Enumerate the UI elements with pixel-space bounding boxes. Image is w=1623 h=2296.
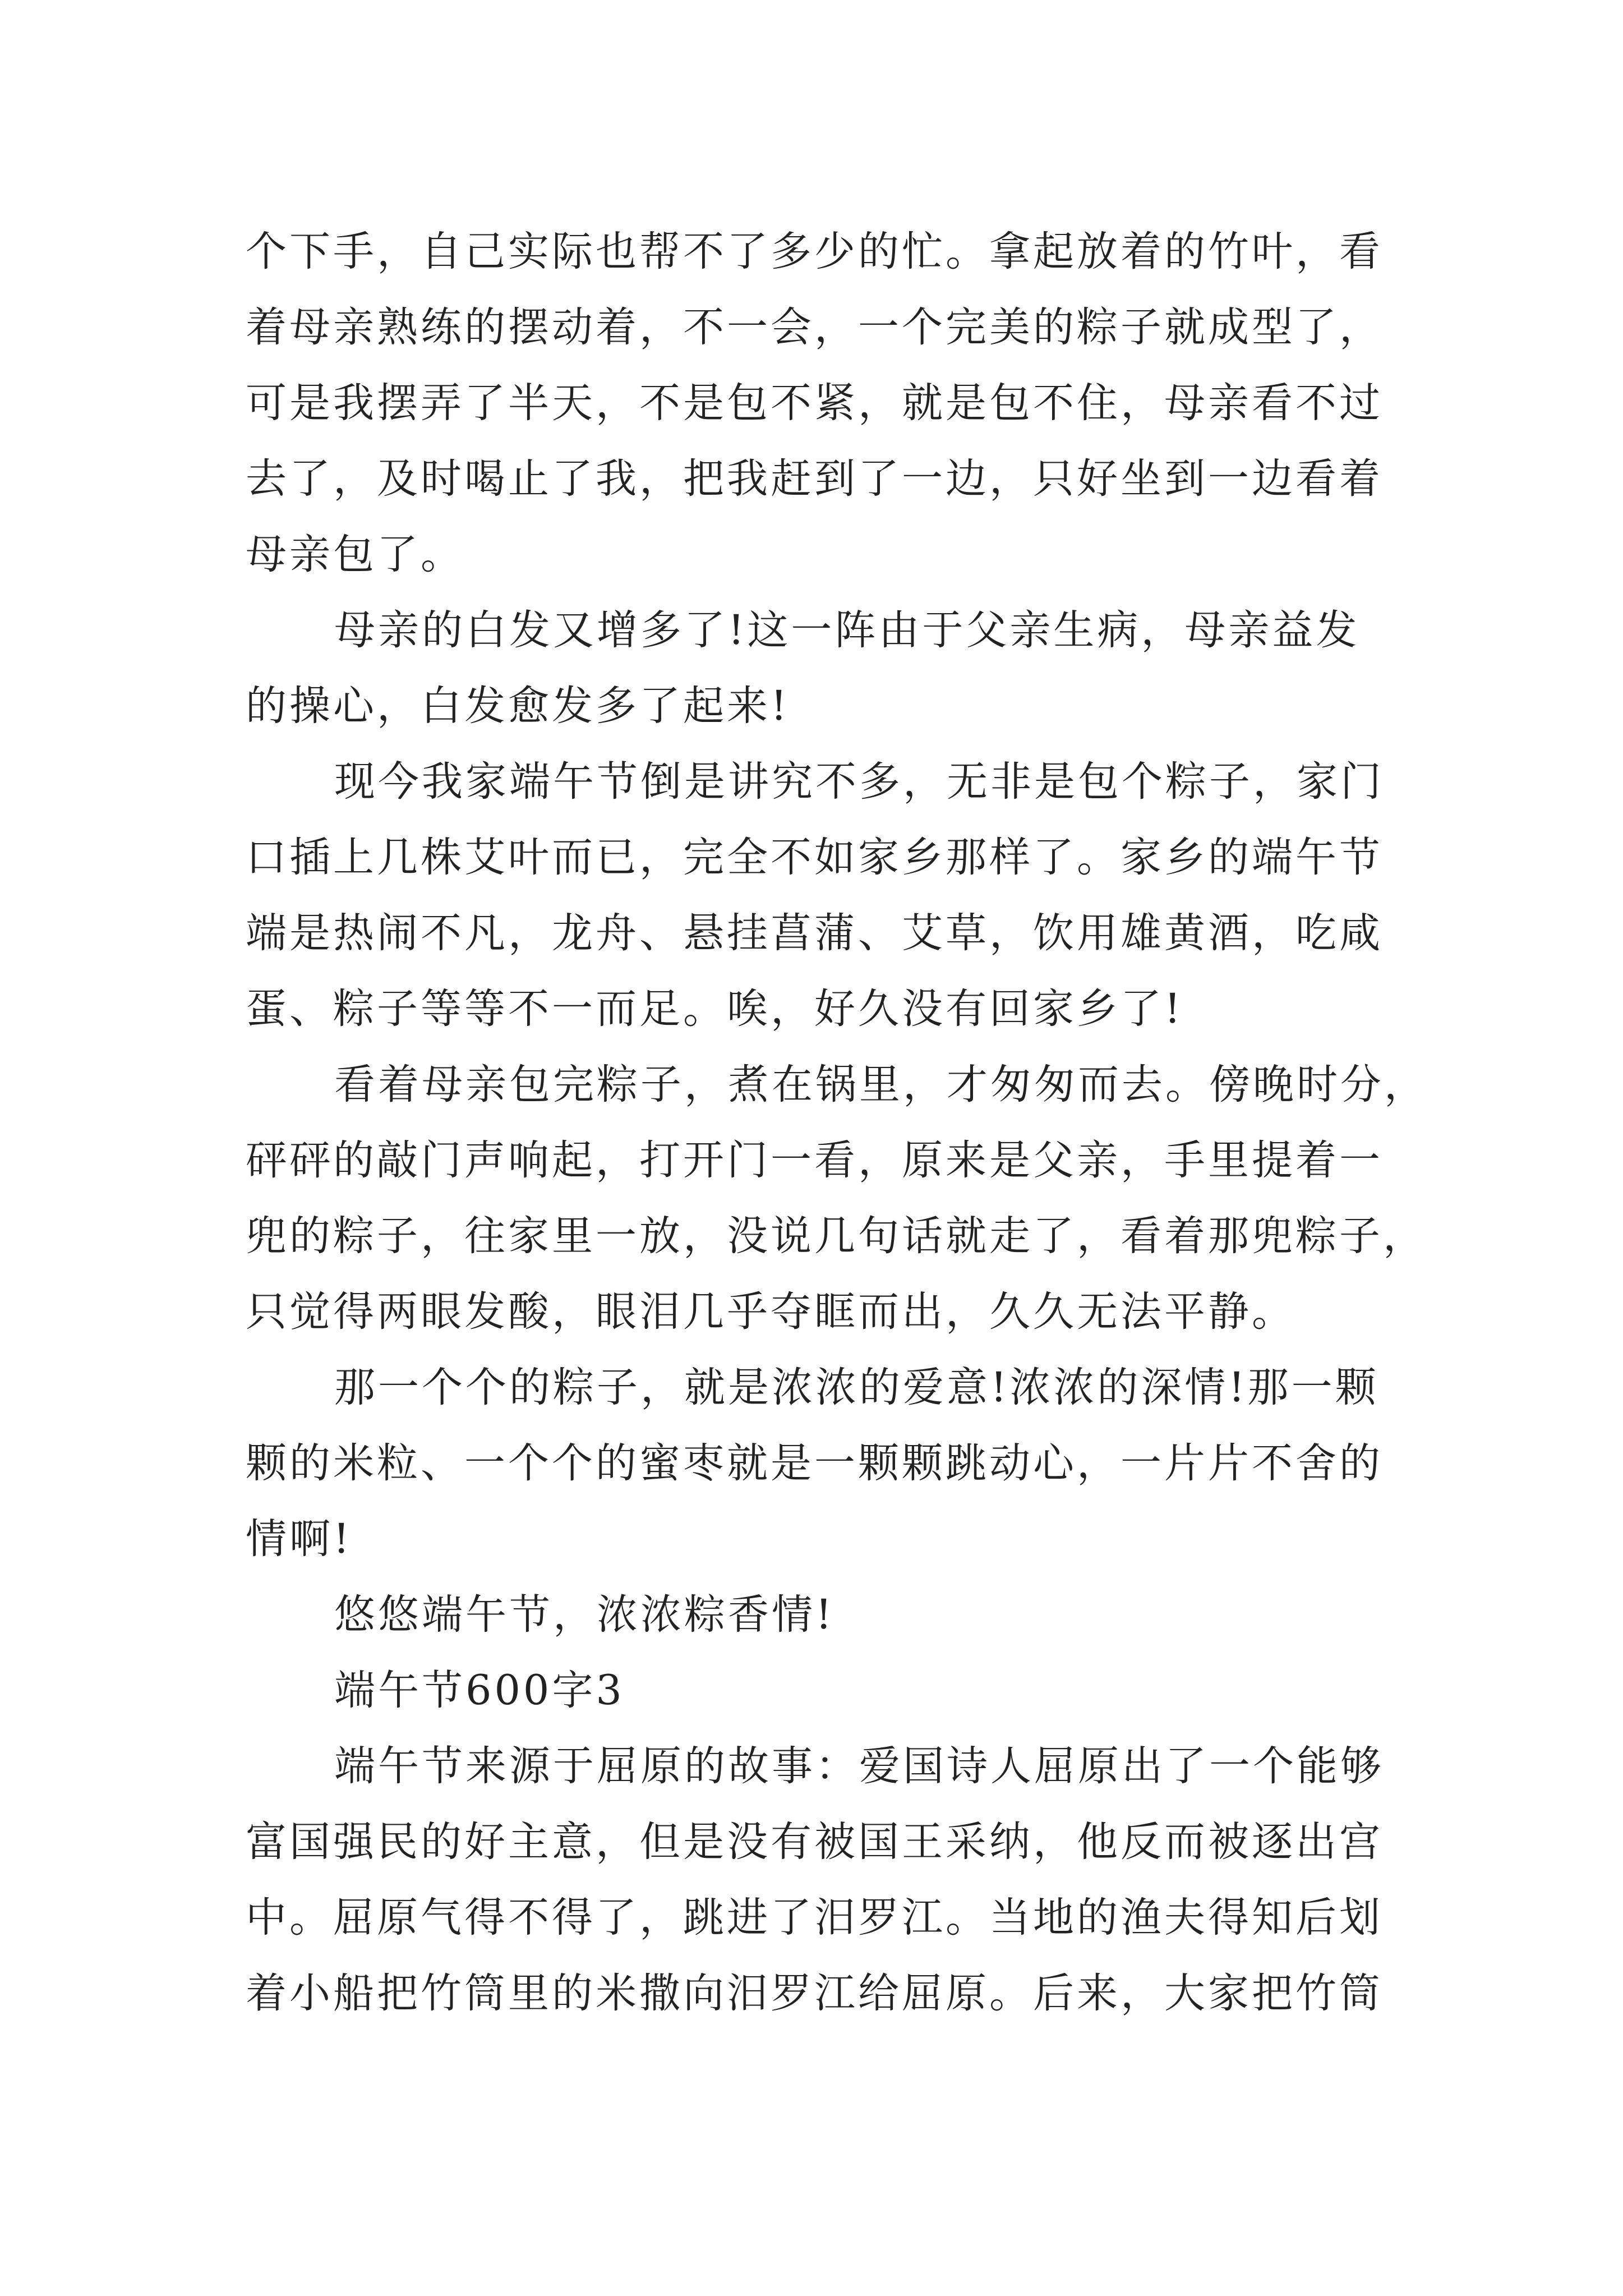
section-heading: 端午节600字3 xyxy=(334,1667,625,1714)
text-line: 情啊! xyxy=(246,1515,353,1563)
paragraph-first-line: 端午节来源于屈原的故事：爱国诗人屈原出了一个能够 xyxy=(334,1742,1384,1790)
text-line: 个下手，自己实际也帮不了多少的忙。拿起放着的竹叶，看 xyxy=(246,228,1383,275)
text-line: 兜的粽子，往家里一放，没说几句话就走了，看着那兜粽子， xyxy=(246,1212,1427,1260)
text-line: 砰砰的敲门声响起，打开门一看，原来是父亲，手里提着一 xyxy=(246,1137,1383,1184)
text-line: 着母亲熟练的摆动着，不一会，一个完美的粽子就成型了， xyxy=(246,303,1383,351)
paragraph-first-line: 看着母亲包完粽子，煮在锅里，才匆匆而去。傍晚时分， xyxy=(334,1061,1428,1108)
text-line: 蛋、粽子等等不一而足。唉，好久没有回家乡了! xyxy=(246,985,1184,1033)
text-line: 可是我摆弄了半天，不是包不紧，就是包不住，母亲看不过 xyxy=(246,379,1383,427)
paragraph-first-line: 母亲的白发又增多了!这一阵由于父亲生病，母亲益发 xyxy=(334,606,1360,654)
text-line: 的操心，白发愈发多了起来! xyxy=(246,682,790,730)
document-body xyxy=(246,214,1428,2031)
text-line: 着小船把竹筒里的米撒向汨罗江给屈原。后来，大家把竹筒 xyxy=(246,1970,1383,2017)
text-line: 中。屈原气得不得了，跳进了汨罗江。当地的渔夫得知后划 xyxy=(246,1894,1383,1941)
text-line: 只觉得两眼发酸，眼泪几乎夺眶而出，久久无法平静。 xyxy=(246,1288,1295,1336)
paragraph-first-line: 那一个个的粽子，就是浓浓的爱意!浓浓的深情!那一颗 xyxy=(334,1364,1379,1411)
text-line: 去了，及时喝止了我，把我赶到了一边，只好坐到一边看着 xyxy=(246,455,1383,503)
text-line: 端是热闹不凡，龙舟、悬挂菖蒲、艾草，饮用雄黄酒，吃咸 xyxy=(246,909,1383,957)
text-line: 富国强民的好主意，但是没有被国王采纳，他反而被逐出宫 xyxy=(246,1818,1383,1866)
text-line: 口插上几株艾叶而已，完全不如家乡那样了。家乡的端午节 xyxy=(246,834,1383,881)
text-line: 母亲包了。 xyxy=(246,531,464,578)
paragraph-first-line: 悠悠端午节，浓浓粽香情! xyxy=(334,1591,835,1639)
paragraph-first-line: 现今我家端午节倒是讲究不多，无非是包个粽子，家门 xyxy=(334,758,1384,806)
text-line: 颗的米粒、一个个的蜜枣就是一颗颗跳动心，一片片不舍的 xyxy=(246,1439,1383,1487)
